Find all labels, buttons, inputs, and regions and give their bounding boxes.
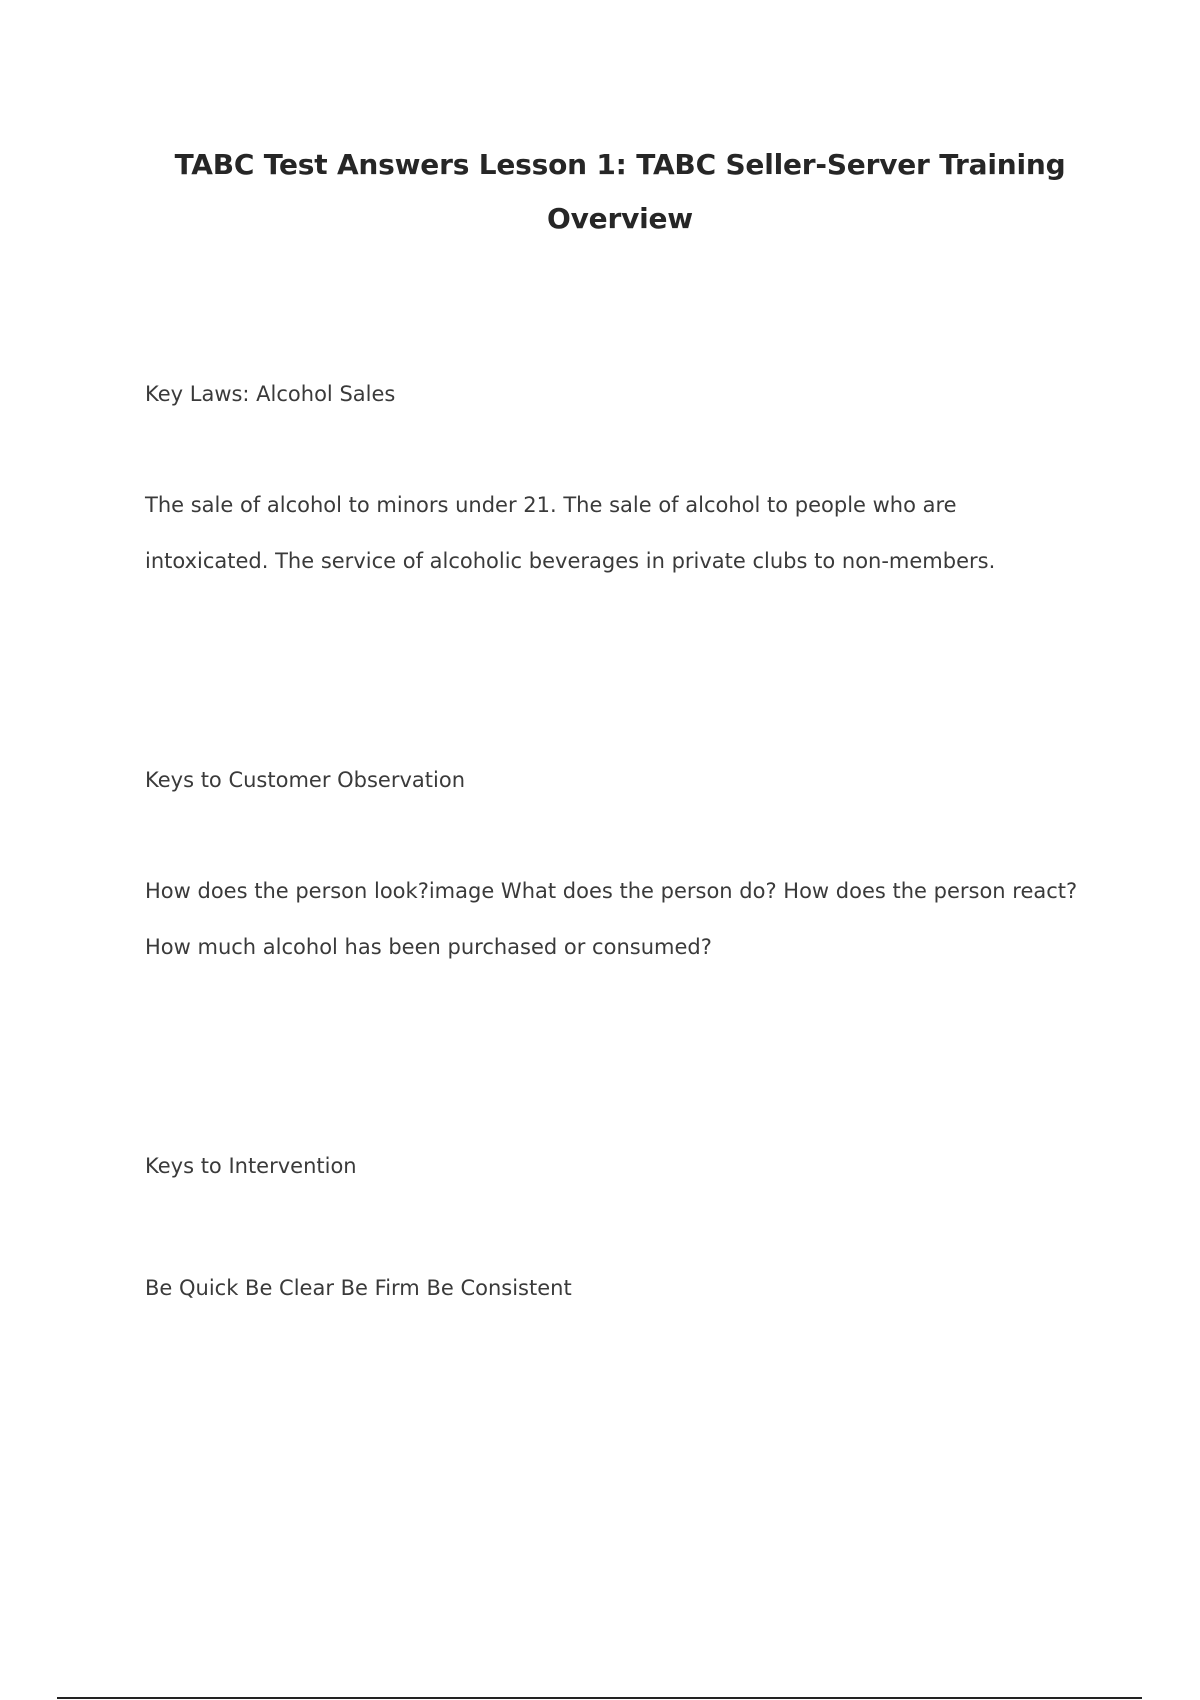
section-heading-key-laws: Key Laws: Alcohol Sales	[145, 382, 396, 406]
section-heading-customer-observation: Keys to Customer Observation	[145, 768, 466, 792]
section-body-key-laws: The sale of alcohol to minors under 21. The sale of alcohol to people who are intoxicated. The service of alcoholic beverages in private clubs to non-members.	[145, 493, 996, 573]
document-title: TABC Test Answers Lesson 1: TABC Seller-Server Training Overview	[174, 148, 1066, 235]
footer-divider	[57, 1697, 1142, 1699]
section-body-intervention: Be Quick Be Clear Be Firm Be Consistent	[145, 1276, 572, 1300]
section-heading-intervention: Keys to Intervention	[145, 1154, 357, 1178]
section-body-customer-observation: How does the person look?image What does the person do? How does the person react? How much alcohol has been purchased or consumed?	[145, 879, 1078, 959]
